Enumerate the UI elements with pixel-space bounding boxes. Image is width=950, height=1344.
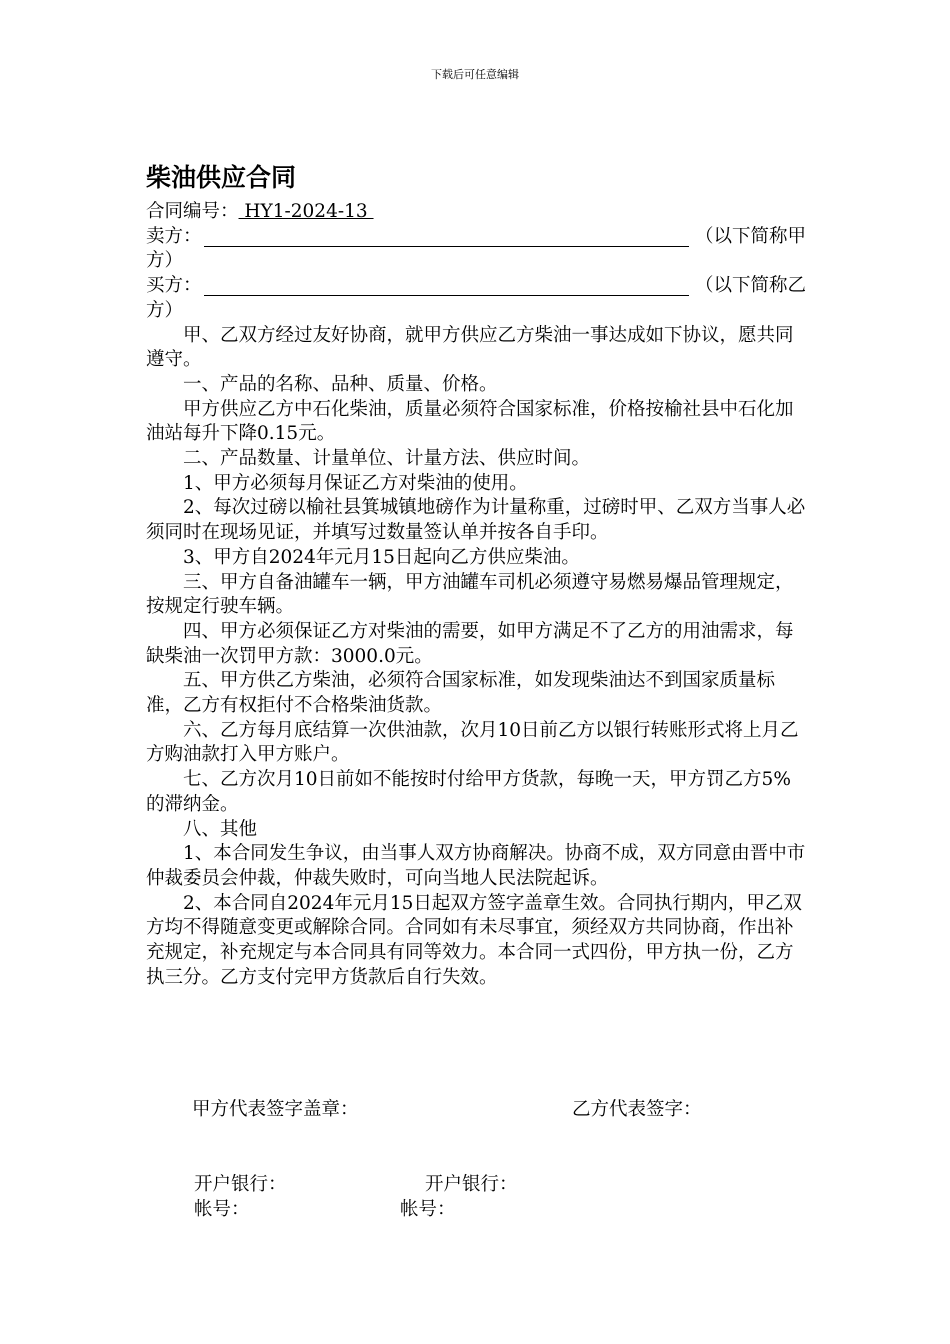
seller-blank <box>204 225 689 247</box>
seller-label: 卖方： <box>146 225 202 247</box>
paragraph: 甲方供应乙方中石化柴油，质量必须符合国家标准，价格按榆社县中石化加油站每升下降0.15元。 <box>146 398 794 445</box>
contract-number-line <box>146 200 806 225</box>
paragraph: 1、本合同发生争议，由当事人双方协商解决。协商不成，双方同意由晋中市仲裁委员会仲裁，仲裁失败时，可向当地人民法院起诉。 <box>146 843 806 889</box>
paragraph: 五、甲方供乙方柴油，必须符合国家标准，如发现柴油达不到国家质量标准，乙方有权拒付不合格柴油货款。 <box>146 670 776 717</box>
buyer-line <box>146 274 806 299</box>
paragraph: 1、甲方必须每月保证乙方对柴油的使用。 <box>183 472 528 494</box>
paragraph: 2、每次过磅以榆社县箕城镇地磅作为计量称重，过磅时甲、乙双方当事人必须同时在现场见证，并填写过数量签认单并按各自手印。 <box>146 497 806 544</box>
header-note: 下载后可任意编辑 <box>431 68 519 81</box>
paragraph: 一、产品的名称、品种、质量、价格。 <box>183 373 498 395</box>
buyer-label: 买方： <box>146 275 202 297</box>
paragraph: 六、乙方每月底结算一次供油款，次月10日前乙方以银行转账形式将上月乙方购油款打入甲方账户。 <box>146 719 799 766</box>
paragraph: 四、甲方必须保证乙方对柴油的需要，如甲方满足不了乙方的用油需求，每缺柴油一次罚甲方款：3000.0元。 <box>146 620 794 667</box>
paragraph: 3、甲方自2024年元月15日起向乙方供应柴油。 <box>183 546 580 568</box>
buyer-suffix: （以下简称乙 <box>694 275 806 297</box>
paragraph: 甲、乙双方经过友好协商，就甲方供应乙方柴油一事达成如下协议，愿共同遵守。 <box>146 324 794 371</box>
paragraph: 三、甲方自备油罐车一辆，甲方油罐车司机必须遵守易燃易爆品管理规定，按规定行驶车辆。 <box>146 571 794 618</box>
contract-body <box>146 200 806 991</box>
paragraph: 七、乙方次月10日前如不能按时付给甲方货款，每晚一天，甲方罚乙方5%的滞纳金。 <box>146 769 791 815</box>
document-title: 柴油供应合同 <box>146 163 297 192</box>
buyer-suffix-cont: 方） <box>146 299 184 321</box>
seller-suffix: （以下简称甲 <box>694 225 806 247</box>
party-a-bank-label: 开户银行： <box>194 1174 287 1195</box>
party-b-account-label: 帐号： <box>400 1199 456 1220</box>
buyer-blank <box>204 274 689 296</box>
seller-line <box>146 225 806 250</box>
paragraph: 二、产品数量、计量单位、计量方法、供应时间。 <box>183 448 591 470</box>
seller-suffix-cont: 方） <box>146 250 184 272</box>
contract-number-value: HY1-2024-13 <box>238 201 374 222</box>
paragraph: 八、其他 <box>183 818 258 840</box>
paragraph: 2、本合同自2024年元月15日起双方签字盖章生效。合同执行期内，甲乙双方均不得随意变更或解除合同。合同如有未尽事宜，须经双方共同协商，作出补充规定，补充规定与本合同具有同等效力。本合同一式四份，甲方执一份，乙方执三分。乙方支付完甲方货款后自行失效。 <box>146 892 802 988</box>
party-b-signature-label: 乙方代表签字： <box>572 1099 702 1120</box>
contract-number-label: 合同编号： <box>146 201 239 222</box>
party-b-bank-label: 开户银行： <box>425 1174 518 1195</box>
party-a-account-label: 帐号： <box>194 1199 250 1220</box>
party-a-signature-label: 甲方代表签字盖章： <box>192 1099 359 1120</box>
